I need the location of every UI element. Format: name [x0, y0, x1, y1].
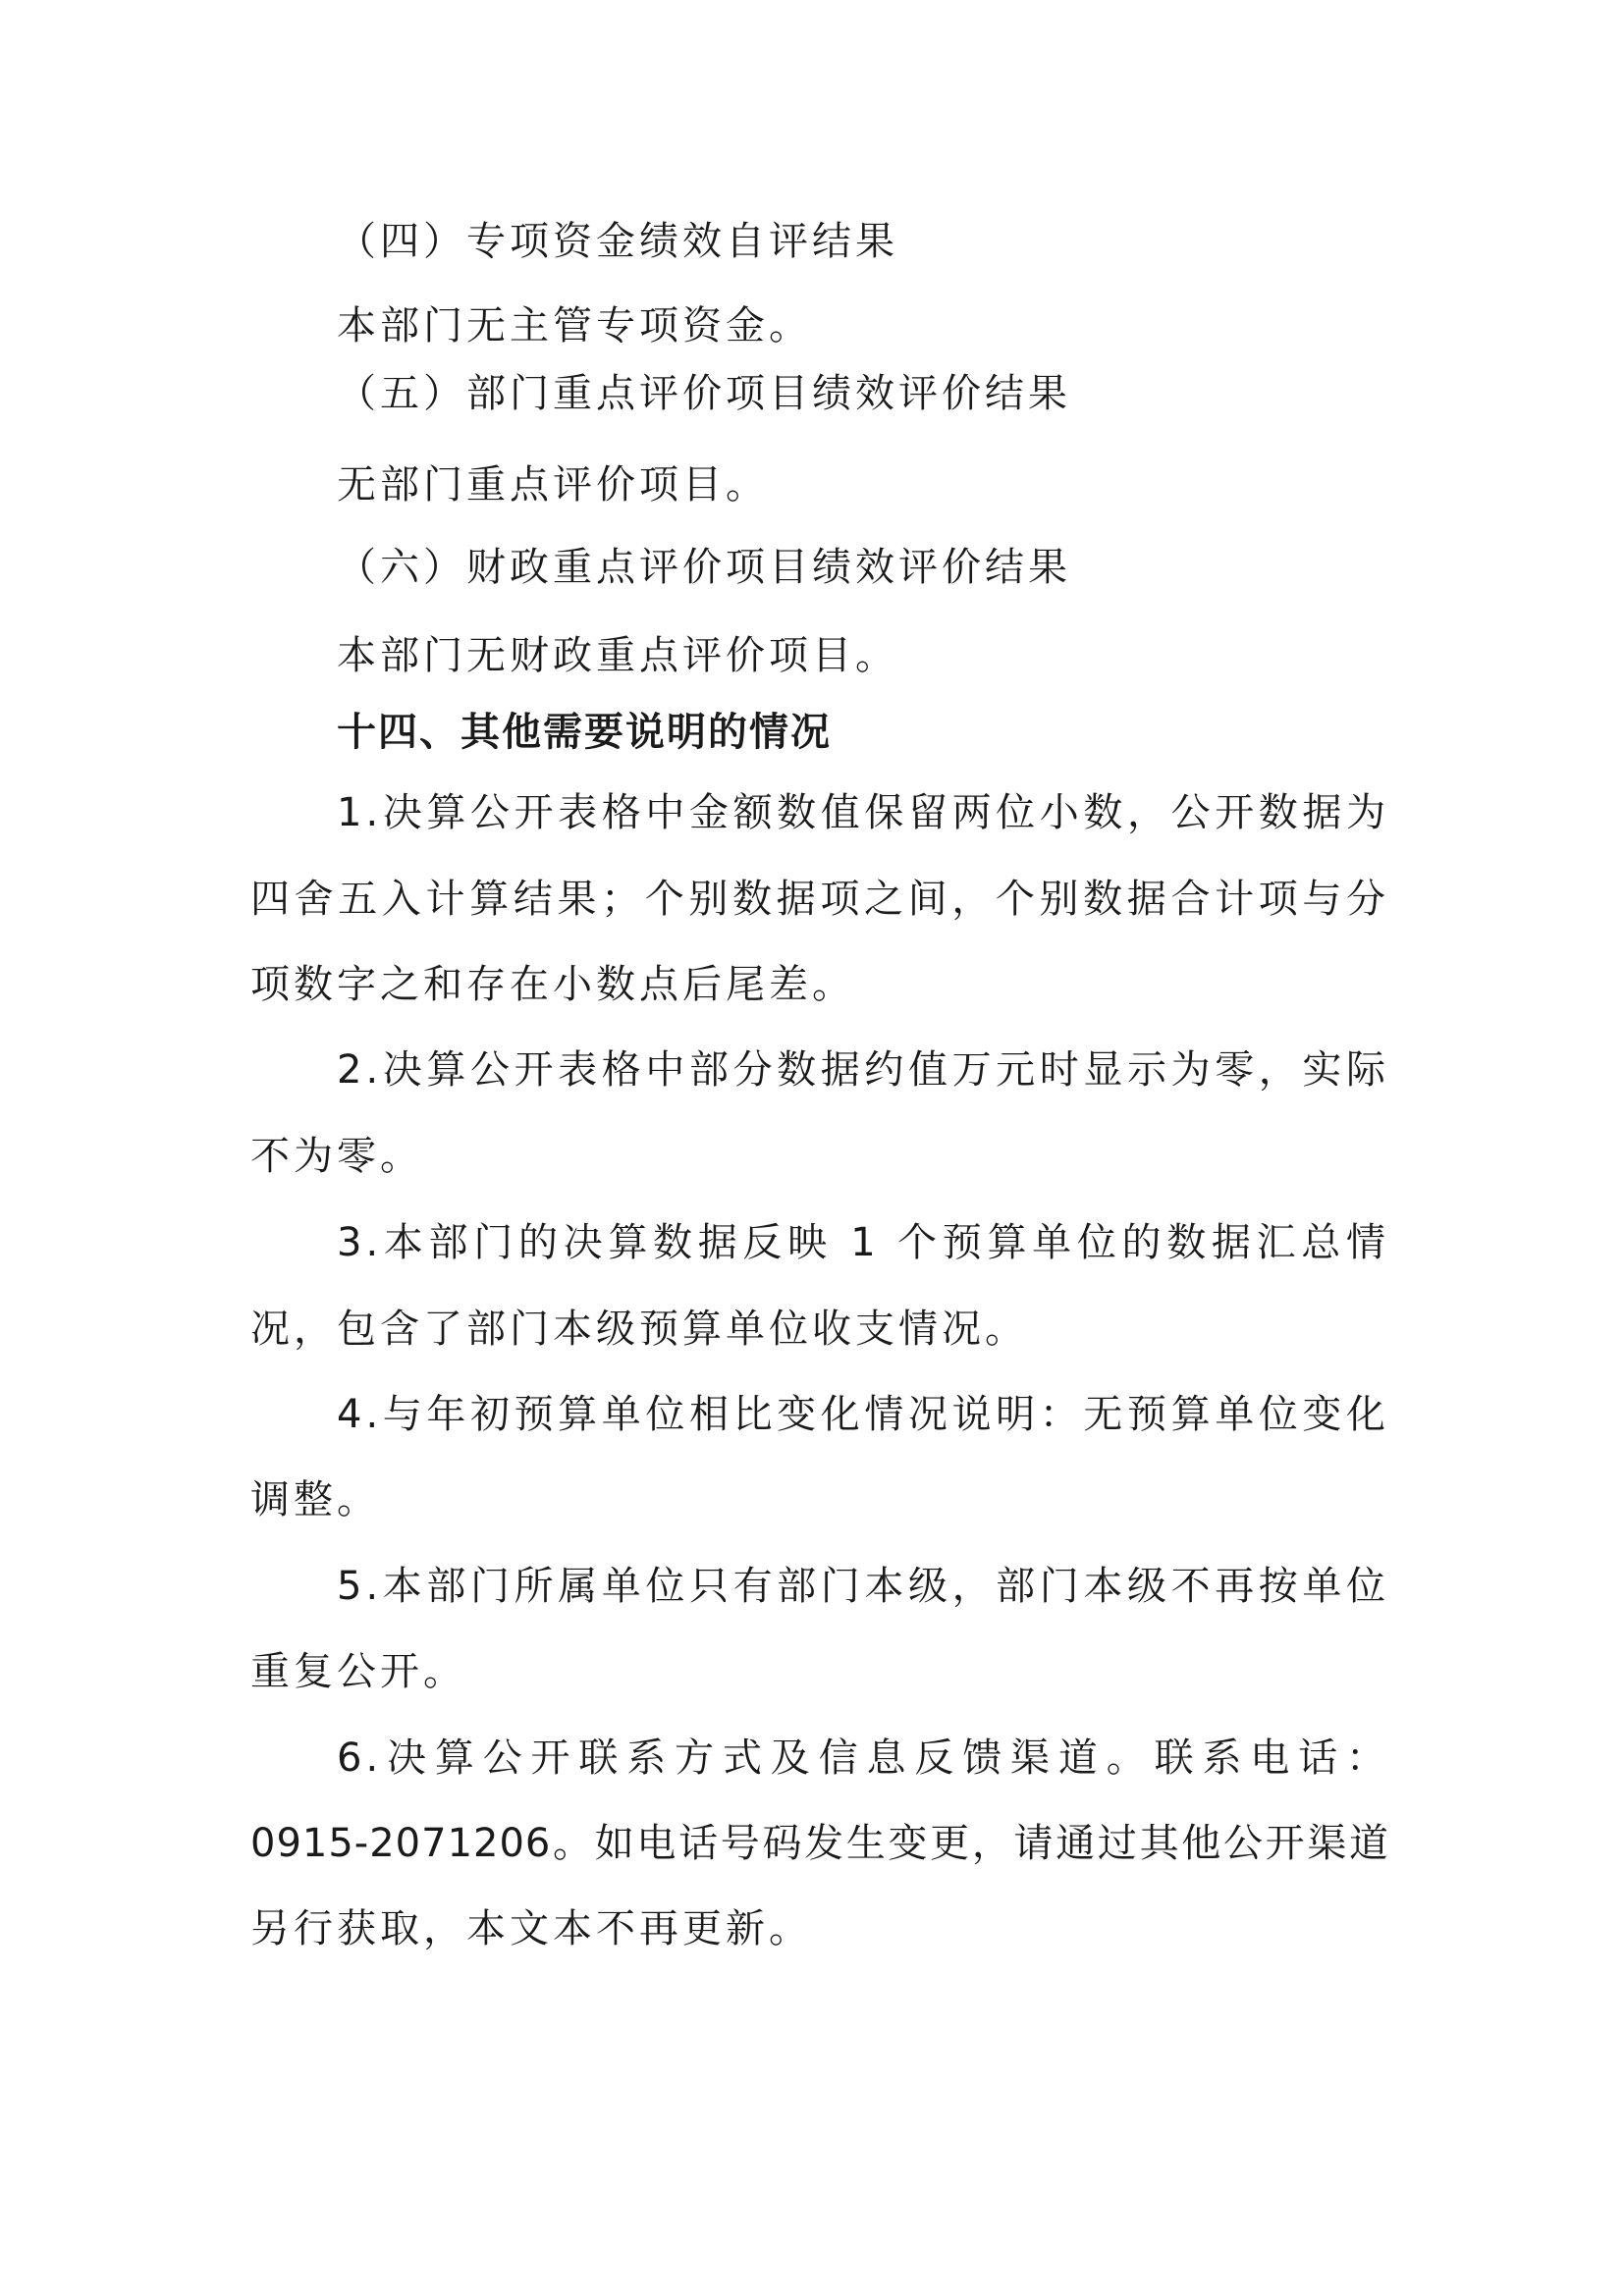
paragraph-4-line-1: 4.与年初预算单位相比变化情况说明：无预算单位变化 — [337, 1392, 1389, 1437]
paragraph-1-line-1: 1.决算公开表格中金额数值保留两位小数，公开数据为 — [337, 790, 1389, 835]
section-6-heading: （六）财政重点评价项目绩效评价结果 — [337, 545, 1071, 590]
section-14-heading: 十四、其他需要说明的情况 — [337, 710, 832, 755]
paragraph-3-line-2: 况，包含了部门本级预算单位收支情况。 — [250, 1307, 1028, 1352]
section-5-text: 无部门重点评价项目。 — [337, 462, 769, 507]
section-6-text: 本部门无财政重点评价项目。 — [337, 633, 898, 678]
paragraph-6-line-3: 另行获取，本文本不再更新。 — [250, 1906, 812, 1951]
section-4-text: 本部门无主管专项资金。 — [337, 303, 812, 348]
section-5-heading: （五）部门重点评价项目绩效评价结果 — [337, 371, 1071, 416]
paragraph-2-line-2: 不为零。 — [250, 1134, 423, 1179]
paragraph-6-line-2: 0915-2071206。如电话号码发生变更，请通过其他公开渠道 — [250, 1821, 1389, 1866]
paragraph-1-line-2: 四舍五入计算结果；个别数据项之间，个别数据合计项与分 — [250, 877, 1389, 922]
paragraph-6-line-1: 6.决算公开联系方式及信息反馈渠道。联系电话： — [337, 1735, 1389, 1781]
section-4-heading: （四）专项资金绩效自评结果 — [337, 219, 898, 264]
paragraph-1-line-3: 项数字之和存在小数点后尾差。 — [250, 962, 855, 1007]
paragraph-5-line-2: 重复公开。 — [250, 1649, 466, 1694]
paragraph-3-line-1: 3.本部门的决算数据反映 1 个预算单位的数据汇总情 — [337, 1220, 1389, 1265]
paragraph-5-line-1: 5.本部门所属单位只有部门本级，部门本级不再按单位 — [337, 1564, 1389, 1609]
paragraph-2-line-1: 2.决算公开表格中部分数据约值万元时显示为零，实际 — [337, 1047, 1389, 1093]
paragraph-4-line-2: 调整。 — [250, 1477, 380, 1522]
